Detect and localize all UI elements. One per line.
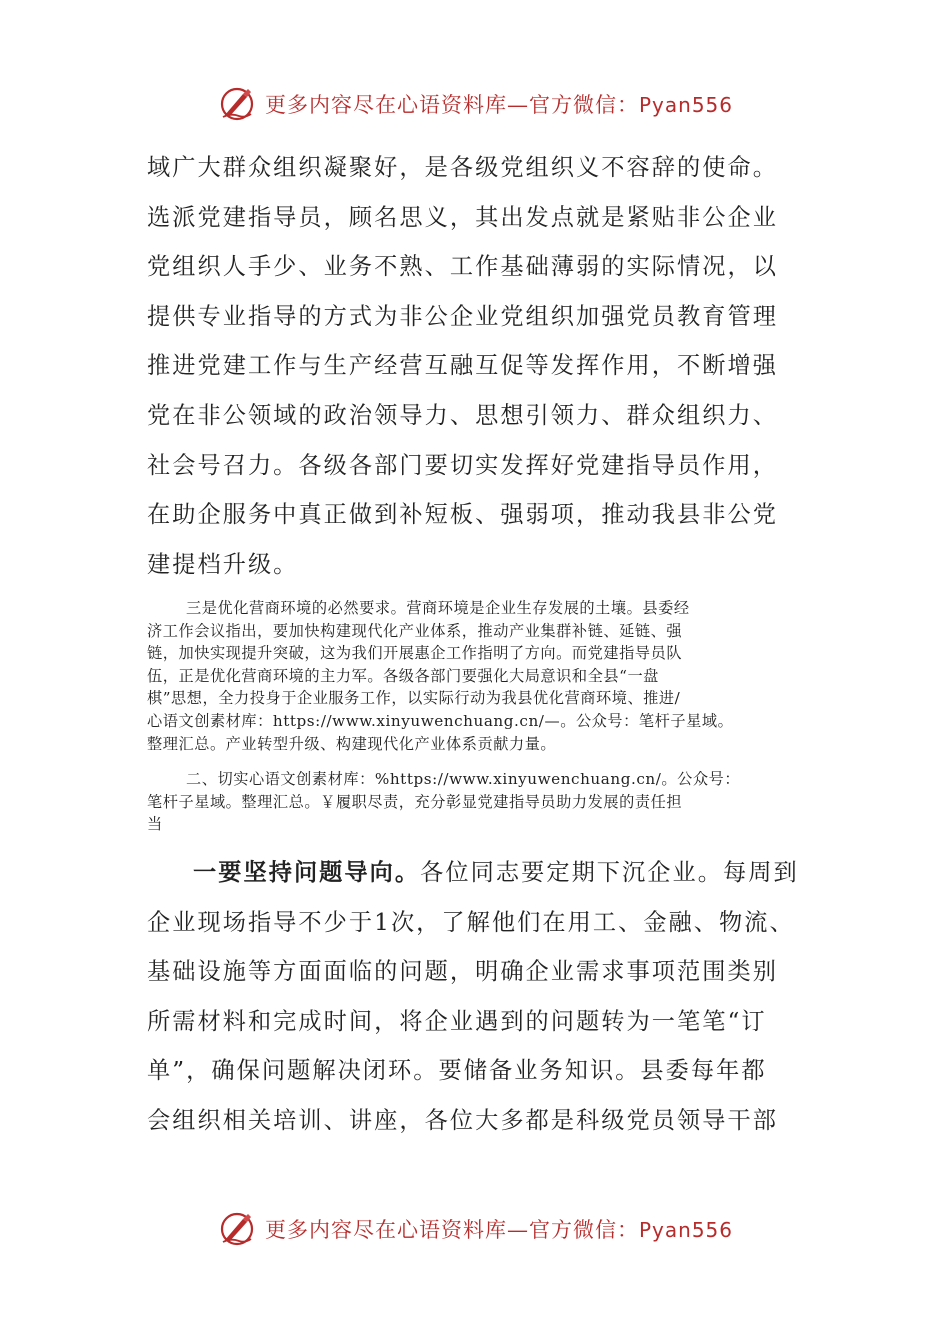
text-line: 企业现场指导不少于1次，了解他们在用工、金融、物流、	[147, 908, 795, 936]
text-line: 伍，正是优化营商环境的主力军。各级各部门要强化大局意识和全县“一盘	[147, 666, 659, 685]
text-line: 在助企服务中真正做到补短板、强弱项，推动我县非公党	[147, 501, 778, 529]
text-line: 链，加快实现提升突破，这为我们开展惠企工作指明了方向。而党建指导员队	[147, 644, 683, 663]
banner-text: 更多内容尽在心语资料库—官方微信：Pyan556	[264, 1218, 733, 1242]
footer-banner	[0, 1207, 950, 1251]
text-line: 笔杆子星域。整理汇总。￥履职尽责，充分彰显党建指导员助力发展的责任担	[147, 792, 683, 811]
paragraph-1	[147, 143, 807, 589]
text-line: 域广大群众组织凝聚好，是各级党组织义不容辞的使命。	[147, 154, 778, 181]
text-line: 选派党建指导员，顾名思义，其出发点就是紧贴非公企业	[147, 203, 778, 231]
wechat-id: Pyan556	[638, 93, 733, 117]
text-line: 推进党建工作与生产经营互融互促等发挥作用，不断增强	[147, 352, 778, 380]
text-line: 党组织人手少、业务不熟、工作基础薄弱的实际情况，以	[147, 253, 778, 281]
pen-seal-icon	[217, 1209, 257, 1249]
paragraph-4	[147, 848, 807, 1146]
text-line: 基础设施等方面面临的问题，明确企业需求事项范围类别	[147, 958, 778, 986]
text-line: 二、切实心语文创素材库：%https://www.xinyuwenchuang.cn/。公众号：	[186, 770, 741, 788]
text-line: 所需材料和完成时间，将企业遇到的问题转为一笔笔“订	[147, 1007, 767, 1035]
text-line: 单”，确保问题解决闭环。要储备业务知识。县委每年都	[147, 1057, 767, 1085]
text-line: 会组织相关培训、讲座，各位大多都是科级党员领导干部	[147, 1106, 778, 1134]
text-line: 三是优化营商环境的必然要求。营商环境是企业生存发展的土壤。县委经	[186, 599, 690, 617]
section-heading: 一要坚持问题导向。	[193, 859, 421, 886]
text-line: 提供专业指导的方式为非公企业党组织加强党员教育管理	[147, 302, 778, 330]
text-line: 当	[147, 815, 163, 834]
header-banner	[0, 82, 950, 126]
pen-seal-icon	[217, 84, 257, 124]
text-line: 棋”思想，全力投身于企业服务工作，以实际行动为我县优化营商环境、推进/	[147, 689, 681, 708]
text-line: 党在非公领域的政治领导力、思想引领力、群众组织力、	[147, 401, 778, 429]
paragraph-3	[147, 768, 807, 836]
text-line: 济工作会议指出，要加快构建现代化产业体系，推动产业集群补链、延链、强	[147, 621, 683, 640]
paragraph-2	[147, 597, 807, 755]
text-line: 社会号召力。各级各部门要切实发挥好党建指导员作用，	[147, 451, 778, 479]
banner-text: 更多内容尽在心语资料库—官方微信：Pyan556	[264, 93, 733, 117]
wechat-id: Pyan556	[638, 1218, 733, 1242]
text-line: 整理汇总。产业转型升级、构建现代化产业体系贡献力量。	[147, 734, 557, 753]
text-line: 建提档升级。	[147, 550, 299, 578]
text-line: 心语文创素材库：https://www.xinyuwenchuang.cn/—。公众号：笔杆子星域。	[147, 711, 734, 730]
text-line: 一要坚持问题导向。各位同志要定期下沉企业。每周到	[193, 859, 799, 886]
